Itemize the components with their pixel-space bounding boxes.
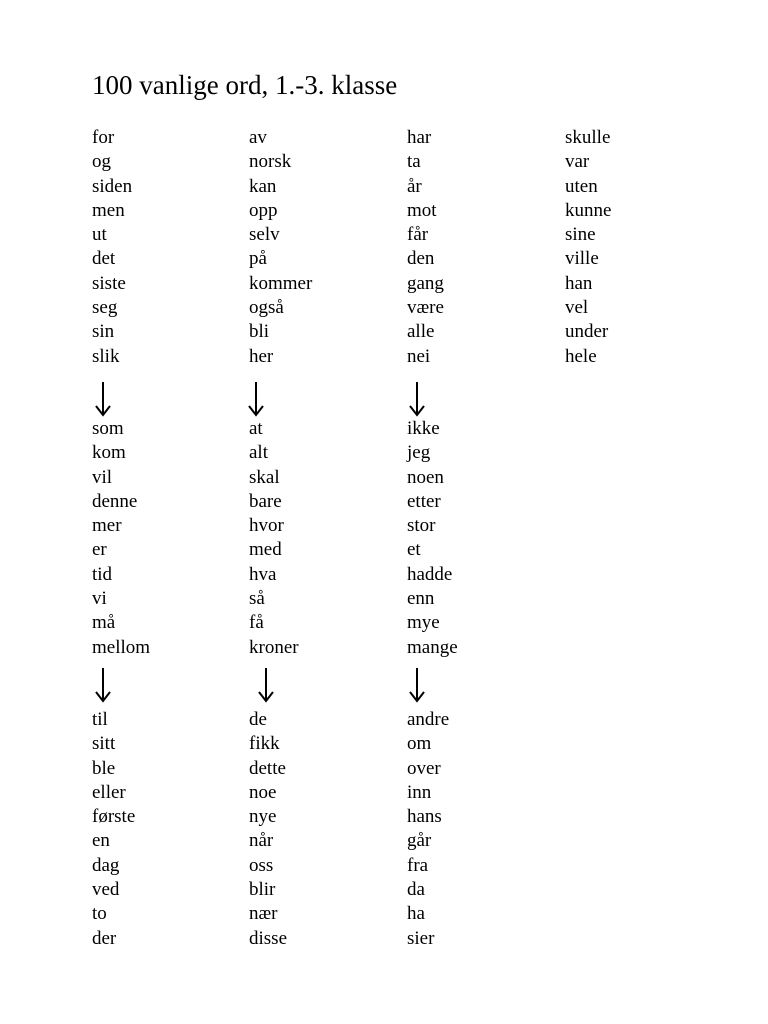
word-item: ble [92,757,116,779]
word-item: blir [249,879,276,901]
word-column [407,126,444,369]
word-item: oss [249,854,274,876]
word-item: inn [407,781,432,803]
word-item: vi [92,588,107,610]
word-item: ville [565,248,599,270]
word-item: norsk [249,151,292,173]
word-item: vil [92,466,113,488]
word-item: som [92,418,124,439]
word-item: slik [92,345,120,367]
word-item: med [249,539,282,561]
word-item: alle [407,321,435,343]
word-column [565,126,611,369]
word-item: kroner [249,636,299,658]
word-item: seg [92,297,118,319]
word-item: ta [407,151,421,173]
word-item: nei [407,345,431,367]
word-item: får [407,224,429,246]
word-column [249,708,287,951]
word-item: når [249,830,274,852]
word-item: sin [92,321,115,343]
arrow-down-icon [406,381,428,419]
word-item: de [249,709,267,730]
arrow-down-icon [406,667,428,705]
word-column [407,417,458,660]
word-item: gang [407,272,444,294]
word-item: opp [249,199,278,221]
word-item: etter [407,490,441,512]
word-item: og [92,151,111,173]
word-item: være [407,297,444,319]
word-item: på [249,248,267,270]
page-title: 100 vanlige ord, 1.-3. klasse [92,70,398,100]
word-item: ha [407,903,425,925]
word-column [92,708,135,951]
word-item: noe [249,781,277,803]
word-item: andre [407,709,450,730]
word-item: skulle [565,127,611,148]
word-item: bli [249,321,270,343]
word-item: at [249,418,263,439]
word-item: mot [407,199,437,221]
word-item: er [92,539,107,561]
word-item: alt [249,442,268,464]
arrow-down-icon [92,667,114,705]
word-item: siden [92,175,133,197]
word-item: kan [249,175,277,197]
word-item: nye [249,806,277,828]
word-item: hva [249,563,277,585]
word-item: enn [407,588,435,610]
word-item: sier [407,927,435,949]
word-item: bare [249,490,282,512]
word-column [92,417,150,660]
word-item: men [92,199,125,221]
word-item: sine [565,224,596,246]
word-item: uten [565,175,598,197]
word-item: for [92,127,115,148]
word-item: var [565,151,590,173]
word-item: nær [249,903,278,925]
word-item: han [565,272,593,294]
word-column [92,126,132,369]
word-item: under [565,321,609,343]
arrow-down-icon [92,381,114,419]
word-item: av [249,127,267,148]
word-item: selv [249,224,280,246]
word-item: dette [249,757,286,779]
word-column [249,126,312,369]
word-item: siste [92,272,126,294]
word-item: her [249,345,274,367]
word-item: en [92,830,110,852]
word-item: fra [407,854,429,876]
word-item: få [249,612,264,634]
word-item: over [407,757,441,779]
word-item: den [407,248,435,270]
word-item: hvor [249,515,284,537]
word-item: hans [407,806,442,828]
word-item: mellom [92,636,151,658]
word-item: mange [407,636,458,658]
word-item: år [407,175,422,197]
word-item: kunne [565,199,612,221]
word-column [407,708,449,951]
word-item: vel [565,297,589,319]
word-item: kommer [249,272,313,294]
word-item: da [407,879,425,901]
word-item: også [249,297,284,319]
word-item: eller [92,781,126,803]
word-item: dag [92,854,120,876]
word-item: jeg [407,442,431,464]
word-item: mye [407,612,440,634]
word-item: hele [565,345,597,367]
word-item: ved [92,879,120,901]
word-item: går [407,830,432,852]
word-item: ut [92,224,107,246]
word-item: to [92,903,107,925]
arrow-down-icon [255,667,277,705]
word-item: første [92,806,136,828]
word-item: så [249,588,265,610]
word-item: mer [92,515,122,537]
word-item: hadde [407,563,453,585]
word-item: må [92,612,116,634]
word-item: et [407,539,421,561]
word-item: sitt [92,733,116,755]
word-item: har [407,127,432,148]
arrow-down-icon [245,381,267,419]
word-item: det [92,248,116,270]
word-item: disse [249,927,287,949]
word-item: tid [92,563,113,585]
word-item: denne [92,490,138,512]
word-item: fikk [249,733,280,755]
word-item: ikke [407,418,440,439]
word-item: om [407,733,432,755]
word-item: stor [407,515,436,537]
word-item: der [92,927,117,949]
word-item: noen [407,466,444,488]
word-column [249,417,299,660]
word-item: skal [249,466,280,488]
word-item: til [92,709,108,730]
word-item: kom [92,442,126,464]
